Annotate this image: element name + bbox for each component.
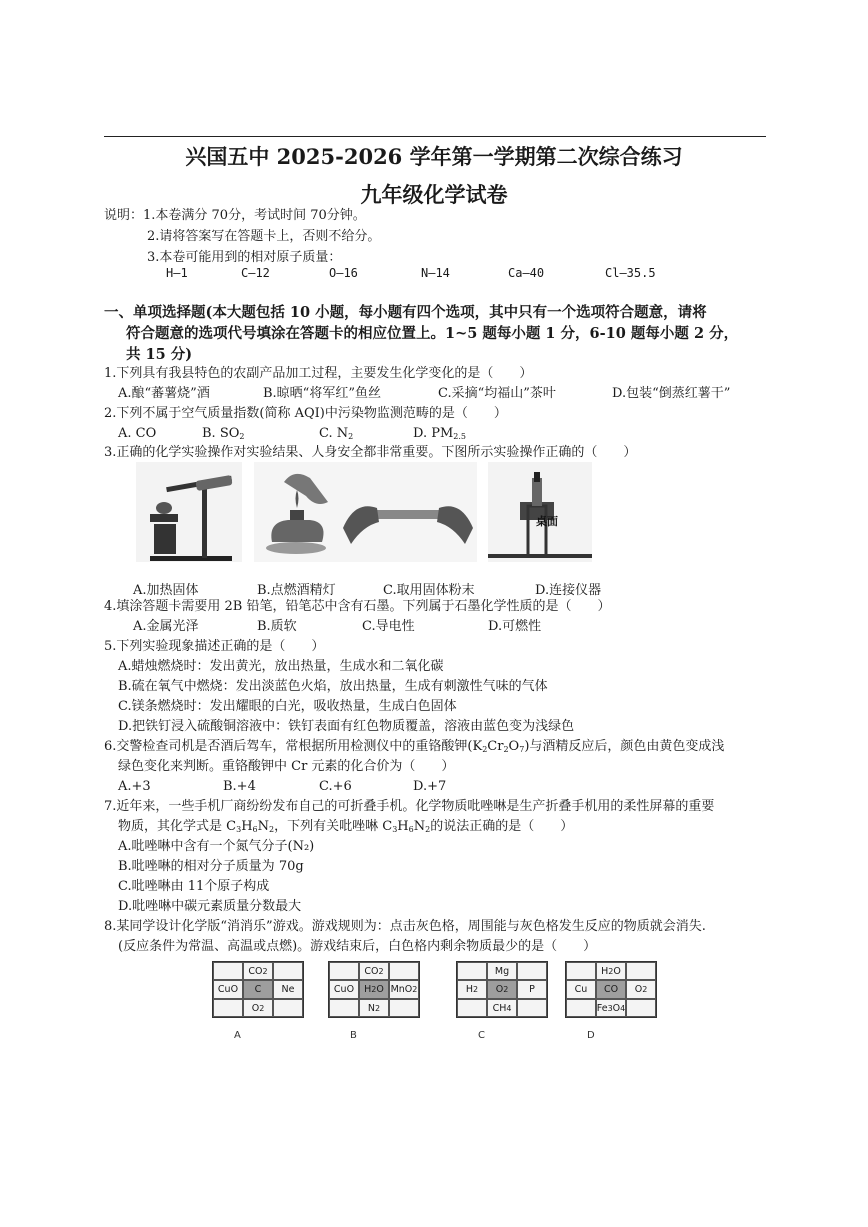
q1-stem: 1.下列具有我县特色的农副产品加工过程，主要发生化学变化的是（ ）	[104, 366, 533, 381]
game-grid-label: C	[478, 1030, 485, 1041]
grid-cell	[457, 999, 487, 1017]
q6-text-c: O	[508, 739, 520, 754]
q6-text-a: 6.交警检查司机是否酒后驾车，常根据所用检测仪中的重铬酸钾(K	[104, 739, 483, 754]
q7-sub-6: 2	[425, 825, 431, 834]
q7-stem-line-1: 7.近年来，一些手机厂商纷纷发布自己的可折叠手机。化学物质吡唑啉是生产折叠手机用的柔性屏幕的重要	[104, 799, 715, 814]
grid-cell: P	[517, 980, 547, 999]
q1-option-b: B.晾晒“将军红”鱼丝	[263, 386, 381, 401]
q2-option-c-text: C. N	[319, 426, 349, 441]
grid-cell: O 2	[243, 999, 273, 1017]
mass-ca: Ca—40	[508, 266, 545, 280]
q2-stem: 2.下列不属于空气质量指数(简称 AQI)中污染物监测范畴的是（ ）	[104, 406, 507, 421]
grid-cell	[626, 962, 656, 980]
grid-cell: Cu	[566, 980, 596, 999]
grid-cell	[329, 962, 359, 980]
q7-text-e: 的说法正确的是（ ）	[430, 819, 574, 834]
grid-cell: CuO	[213, 980, 243, 999]
q7-sub-1: 3	[236, 825, 242, 834]
mass-cl: Cl—35.5	[605, 266, 656, 280]
q4-option-d: D.可燃性	[488, 619, 542, 634]
grid-cell: N 2	[359, 999, 389, 1017]
q2-option-c	[319, 425, 353, 446]
grid-cell: H 2 O	[596, 962, 626, 980]
note-line-2: 2.请将答案写在答题卡上，否则不给分。	[147, 229, 381, 244]
grid-cell: Fe 3 O 4	[596, 999, 626, 1017]
photo-heating-solid	[136, 462, 242, 562]
photo-alcohol-lamp	[254, 462, 340, 562]
note-line-3: 3.本卷可能用到的相对原子质量：	[147, 250, 342, 265]
game-grid-a	[212, 961, 304, 1018]
grid-cell	[213, 999, 243, 1017]
q3-stem: 3.正确的化学实验操作对实验结果、人身安全都非常重要。下图所示实验操作正确的（ ）	[104, 445, 637, 460]
mass-o: O—16	[329, 266, 358, 280]
grid-cell: Ne	[273, 980, 303, 999]
q7-text-d: ，下列有关吡唑啉 C	[274, 819, 393, 834]
grid-cell	[389, 999, 419, 1017]
photo-d-desk-label: 桌面	[536, 515, 558, 528]
q8-stem-line-1: 8.某同学设计化学版“消消乐”游戏。游戏规则为：点击灰色格，周围能与灰色格发生反应的物质就会消失.	[104, 919, 706, 934]
q2-option-b-sub: 2	[239, 432, 245, 441]
grid-cell: H 2	[457, 980, 487, 999]
q2-option-a: A. CO	[118, 426, 157, 441]
q6-option-b: B.+4	[223, 779, 256, 794]
q4-option-c: C.导电性	[362, 619, 415, 634]
q5-option-b: B.硫在氧气中燃烧：发出淡蓝色火焰，放出热量，生成有刺激性气味的气体	[118, 679, 548, 694]
grid-cell: CuO	[329, 980, 359, 999]
q2-option-c-sub: 2	[348, 432, 354, 441]
grid-cell	[329, 999, 359, 1017]
grid-cell	[273, 962, 303, 980]
q1-option-a: A.酿“蕃薯烧”酒	[118, 386, 210, 401]
q7-text-b: H	[241, 819, 253, 834]
q6-text-b: Cr	[487, 739, 504, 754]
q2-option-d-sub: 2.5	[453, 432, 467, 441]
game-grid-c	[456, 961, 548, 1018]
q7-text-d3: N	[413, 819, 426, 834]
section-heading-line-3: 共 15 分)	[126, 346, 193, 363]
q6-option-a: A.+3	[118, 779, 151, 794]
q6-stem-line-1	[104, 738, 724, 759]
q7-sub-4: 3	[392, 825, 398, 834]
grid-cell	[517, 962, 547, 980]
section-heading-line-1: 一、单项选择题(本大题包括 10 小题，每小题有四个选项，其中只有一个选项符合题意，请将	[104, 304, 707, 321]
q6-option-d: D.+7	[413, 779, 447, 794]
mass-c: C—12	[241, 266, 270, 280]
grid-cell	[273, 999, 303, 1017]
q7-sub-5: 6	[408, 825, 414, 834]
grid-cell	[389, 962, 419, 980]
photo-connect-apparatus	[488, 462, 592, 562]
q2-option-d	[413, 425, 466, 446]
atomic-masses	[0, 266, 868, 284]
q6-option-c: C.+6	[319, 779, 352, 794]
grid-cell	[457, 962, 487, 980]
page-title: 兴国五中 2025-2026 学年第一学期第二次综合练习	[185, 144, 683, 169]
grid-cell: O 2	[626, 980, 656, 999]
grid-cell	[517, 999, 547, 1017]
mass-n: N—14	[421, 266, 450, 280]
q7-text-d2: H	[397, 819, 409, 834]
grid-cell-gray: H 2 O	[359, 980, 389, 999]
q4-option-b: B.质软	[257, 619, 297, 634]
q7-option-a: A.吡唑啉中含有一个氮气分子(N₂)	[118, 839, 315, 854]
q5-option-c: C.镁条燃烧时：发出耀眼的白光，吸收热量，生成白色固体	[118, 699, 457, 714]
q1-option-c: C.采摘“均福山”茶叶	[438, 386, 556, 401]
q6-sub-2: 2	[503, 745, 509, 754]
game-grid-label: D	[587, 1030, 595, 1041]
game-grid-d	[565, 961, 657, 1018]
q5-option-d: D.把铁钉浸入硫酸铜溶液中：铁钉表面有红色物质覆盖，溶液由蓝色变为浅绿色	[118, 719, 575, 734]
q7-option-d: D.吡唑啉中碳元素质量分数最大	[118, 899, 302, 914]
header-rule	[104, 136, 766, 137]
q3-label-d: D.连接仪器	[535, 583, 602, 598]
q7-stem-line-2	[118, 818, 573, 839]
q1-option-d: D.包装“倒蒸红薯干”	[612, 386, 731, 401]
grid-cell-gray: CO	[596, 980, 626, 999]
q7-option-c: C.吡唑啉由 11个原子构成	[118, 879, 270, 894]
grid-cell: Mg	[487, 962, 517, 980]
grid-cell: MnO 2	[389, 980, 419, 999]
page-subtitle: 九年级化学试卷	[360, 182, 508, 207]
q7-sub-2: 6	[252, 825, 258, 834]
q3-label-b: B.点燃酒精灯	[257, 583, 336, 598]
q8-stem-line-2: (反应条件为常温、高温或点燃)。游戏结束后，白色格内剩余物质最少的是（ ）	[118, 939, 597, 954]
q2-option-b	[202, 425, 244, 446]
section-heading-line-2: 符合题意的选项代号填涂在答题卡的相应位置上。1~5 题每小题 1 分，6-10 题每小题 2 分，	[126, 325, 739, 342]
q7-text-a: 物质，其化学式是 C	[118, 819, 237, 834]
q6-sub-1: 2	[482, 745, 488, 754]
grid-cell	[566, 999, 596, 1017]
q4-option-a: A.金属光泽	[133, 619, 199, 634]
grid-cell	[213, 962, 243, 980]
q5-option-a: A.蜡烛燃烧时：发出黄光，放出热量，生成水和二氧化碳	[118, 659, 444, 674]
note-line-1: 说明：1.本卷满分 70分，考试时间 70分钟。	[104, 208, 366, 223]
game-grid-label: B	[350, 1030, 357, 1041]
grid-cell: CO 2	[243, 962, 273, 980]
grid-cell	[626, 999, 656, 1017]
q6-text-d: )与酒精反应后，颜色由黄色变成浅	[524, 739, 725, 754]
q7-option-b: B.吡唑啉的相对分子质量为 70g	[118, 859, 304, 874]
game-grid-b	[328, 961, 420, 1018]
q3-label-c: C.取用固体粉末	[383, 583, 475, 598]
q7-sub-3: 2	[269, 825, 275, 834]
q6-sub-3: 7	[519, 745, 525, 754]
photo-solid-powder	[339, 462, 477, 562]
game-grid-label: A	[234, 1030, 241, 1041]
q5-stem: 5.下列实验现象描述正确的是（ ）	[104, 639, 325, 654]
grid-cell-gray: O 2	[487, 980, 517, 999]
q6-stem-line-2: 绿色变化来判断。重铬酸钾中 Cr 元素的化合价为（ ）	[118, 759, 455, 774]
q2-option-d-text: D. PM	[413, 426, 454, 441]
grid-cell	[566, 962, 596, 980]
grid-cell: CO 2	[359, 962, 389, 980]
grid-cell-gray: C	[243, 980, 273, 999]
grid-cell: CH 4	[487, 999, 517, 1017]
q4-stem: 4.填涂答题卡需要用 2B 铅笔，铅笔芯中含有石墨。下列属于石墨化学性质的是（ ）	[104, 599, 611, 614]
q7-text-c: N	[257, 819, 269, 834]
q3-label-a: A.加热固体	[133, 583, 199, 598]
q2-option-b-text: B. SO	[202, 426, 240, 441]
mass-h: H—1	[166, 266, 188, 280]
